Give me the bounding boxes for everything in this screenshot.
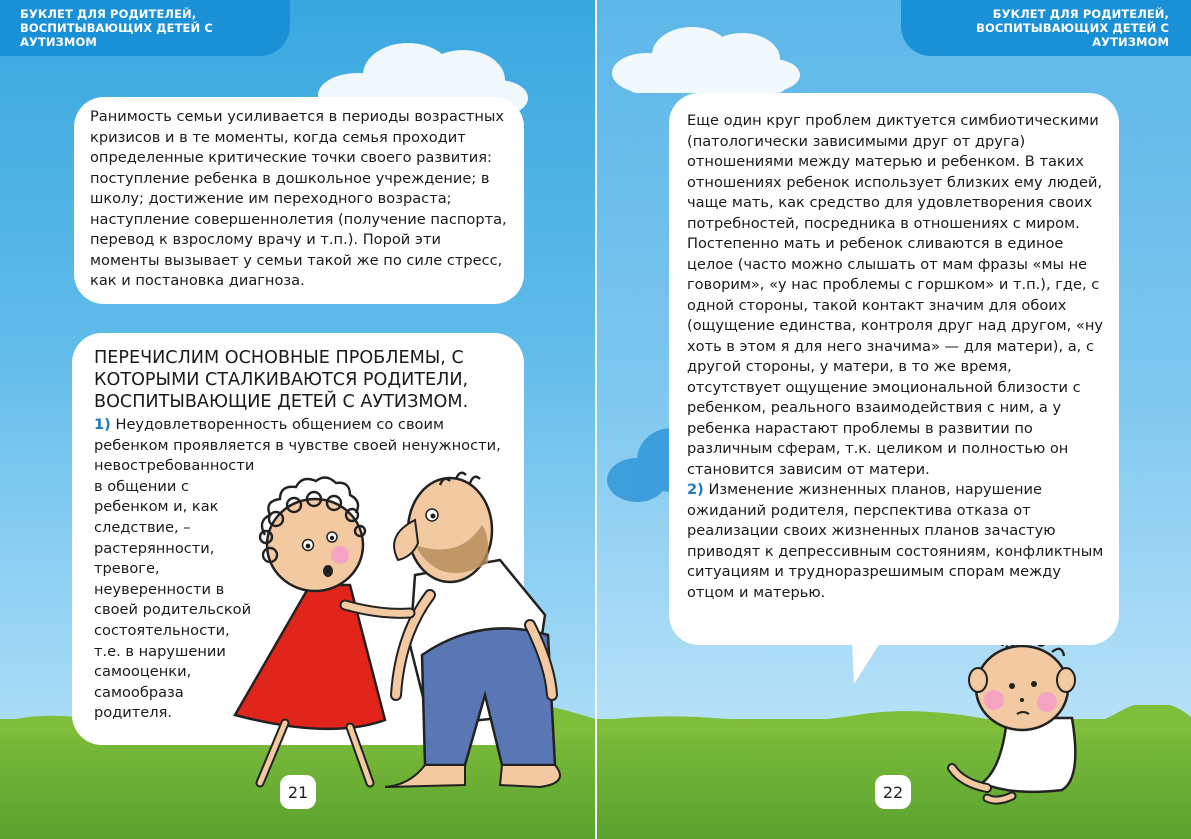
symbiosis-paragraph: Еще один круг проблем диктуется симбиотическими (патологически зависимыми друг от друга) отношениями между матерью и ребенком. В таких отношениях ребенок использует близких ему людей, чаще мать, как средство для удовлетворения своих потребностей, посредника в отношениях с миром. Постепенно мать и ребенок сливаются в единое целое (часто можно слышать от мам фразы «мы не говорим», «у нас проблемы с горшком» и т.п.), где, с одной стороны, такой контакт значим для обоих (ощущение единства, контроля друг над другом, «ну хоть в этом я для него значима» — для матери), а, с другой стороны, у матери, в то же время, отсутствует ощущение эмоциональной близости с ребенком, реального взаимодействия с ним, а у ребенка нарастают проблемы в развитии по различным сферам, т.к. целиком и полностью он становится зависим от матери. [687,112,1104,478]
item1-rest-text: невостребованности в общении с ребенком и, как следствие, – растерянности, тревоге, неуверенности в своей родительской состоятельности, т.е. в нарушении самооценки, самообраза родителя. [94,457,255,722]
header-line1: БУКЛЕТ ДЛЯ РОДИТЕЛЕЙ, [20,7,197,21]
girl-and-father-illustration [200,465,590,805]
page-number-21: 21 [280,775,316,809]
baby-illustration [942,618,1122,808]
header-line2: ВОСПИТЫВАЮЩИХ ДЕТЕЙ С АУТИЗМОМ [20,21,213,49]
item2-text: Изменение жизненных планов, нарушение ожиданий родителя, перспектива отказа от реализации своих жизненных планов зачастую приводят к депрессивным состояниям, конфликтным ситуациям и трудноразрешимым спорам между отцом и матерью. [687,481,1104,601]
item1-lead-text: Неудовлетворенность общением со своим ребенком проявляется в чувстве своей ненужности, [94,416,501,454]
speech-bubble-symbiosis [669,93,1119,645]
problem-item-2 [687,480,1105,603]
cloud-illustration [612,25,802,95]
speech-bubble-intro [74,97,524,304]
item-number: 2) [687,481,704,498]
page-21 [0,0,595,839]
intro-paragraph: Ранимость семьи усиливается в периоды возрастных кризисов и в те моменты, когда семья проходит определенные критические точки своего развития: поступление ребенка в дошкольное учреждение; в школу; достижение им переходного возраста; наступление совершеннолетия (получение паспорта, перевод к взрослому врачу и т.п.). Порой эти моменты вызывает у семьи такой же по силе стресс, как и постановка диагноза. [90,108,507,289]
header-line1: БУКЛЕТ ДЛЯ РОДИТЕЛЕЙ, [992,7,1169,21]
header-line2: ВОСПИТЫВАЮЩИХ ДЕТЕЙ С АУТИЗМОМ [976,21,1169,49]
page-number-22: 22 [875,775,911,809]
header-badge-right [901,0,1191,56]
speech-bubble-tail [842,640,892,685]
header-badge-left [0,0,290,56]
problems-heading: ПЕРЕЧИСЛИМ ОСНОВНЫЕ ПРОБЛЕМЫ, С КОТОРЫМИ СТАЛКИВАЮТСЯ РОДИТЕЛИ, ВОСПИТЫВАЮЩИЕ ДЕТЕЙ С АУТИЗМОМ. [94,348,469,412]
item-number: 1) [94,416,111,433]
